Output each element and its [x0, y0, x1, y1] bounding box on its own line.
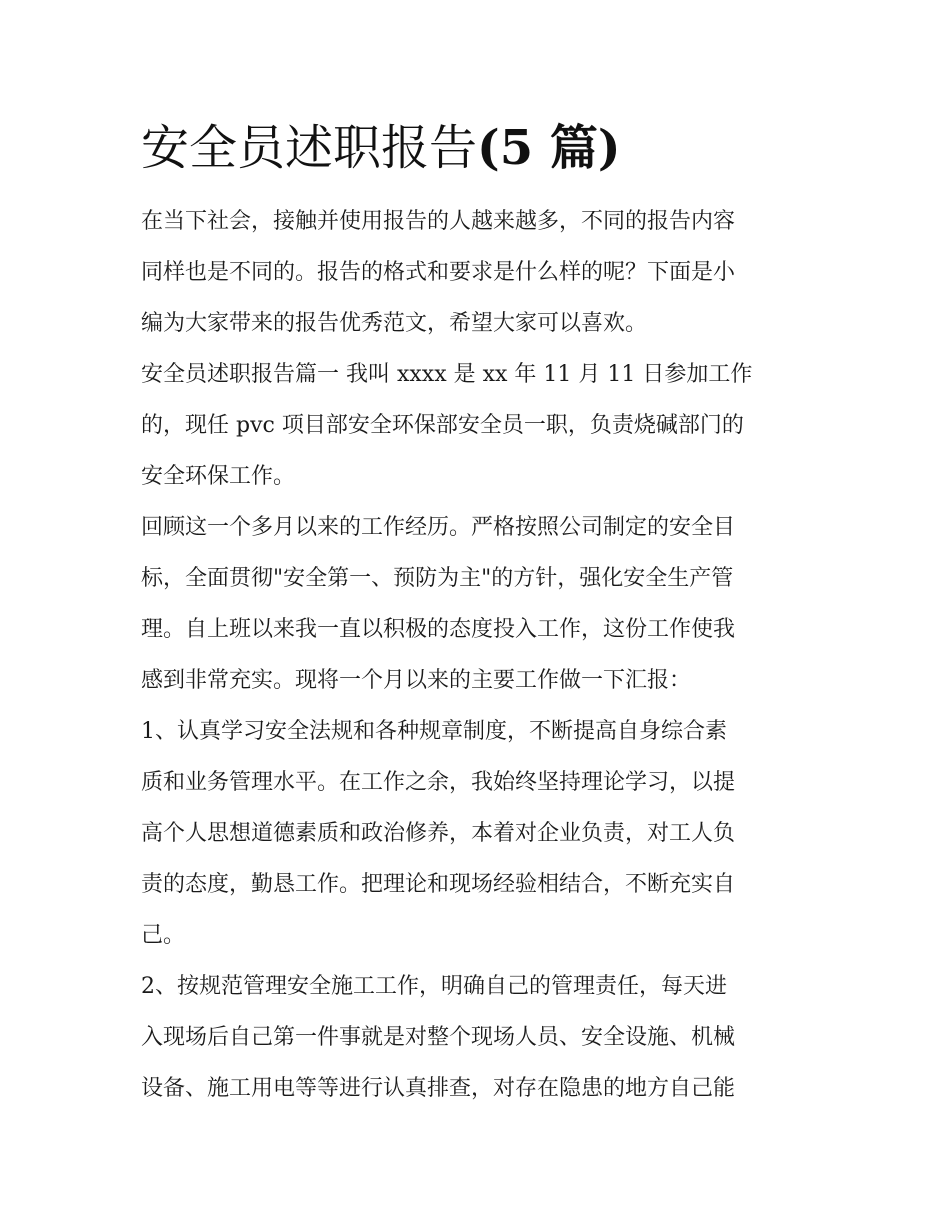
document-body	[141, 200, 821, 1118]
paragraph-review	[141, 506, 821, 710]
text-line: 在当下社会，接触并使用报告的人越来越多，不同的报告内容	[141, 209, 736, 234]
text-line: 安全环保工作。	[141, 464, 296, 489]
text-line: 质和业务管理水平。在工作之余，我始终坚持理论学习，以提	[141, 770, 736, 795]
text-line: 回顾这一个多月以来的工作经历。严格按照公司制定的安全目	[141, 515, 736, 540]
text-line: 的，现任 pvc 项目部安全环保部安全员一职，负责烧碱部门的	[141, 413, 744, 438]
text-line: 设备、施工用电等等进行认真排查，对存在隐患的地方自己能	[141, 1076, 736, 1101]
text-line: 理。自上班以来我一直以积极的态度投入工作，这份工作使我	[141, 617, 736, 642]
document-title-main: 安全员述职报告	[141, 120, 478, 176]
text-line: 2、按规范管理安全施工工作，明确自己的管理责任，每天进	[141, 974, 727, 999]
text-line: 责的态度，勤恳工作。把理论和现场经验相结合，不断充实自	[141, 872, 736, 897]
text-line: 入现场后自己第一件事就是对整个现场人员、安全设施、机械	[141, 1025, 736, 1050]
text-line: 己。	[141, 923, 186, 948]
text-line: 标，全面贯彻"安全第一、预防为主"的方针，强化安全生产管	[141, 566, 734, 591]
text-line: 感到非常充实。现将一个月以来的主要工作做一下汇报：	[141, 668, 692, 693]
text-line: 高个人思想道德素质和政治修养，本着对企业负责，对工人负	[141, 821, 736, 846]
paragraph-report-one	[141, 353, 821, 506]
document-title	[141, 116, 621, 180]
paragraph-item-1	[141, 710, 821, 965]
text-line: 安全员述职报告篇一 我叫 xxxx 是 xx 年 11 月 11 日参加工作	[141, 362, 753, 387]
document-title-count: (5 篇)	[477, 120, 621, 176]
text-line: 同样也是不同的。报告的格式和要求是什么样的呢？下面是小	[141, 260, 736, 285]
text-line: 编为大家带来的报告优秀范文，希望大家可以喜欢。	[141, 311, 648, 336]
text-line: 1、认真学习安全法规和各种规章制度，不断提高自身综合素	[141, 719, 727, 744]
paragraph-item-2	[141, 965, 821, 1118]
paragraph-intro	[141, 200, 821, 353]
